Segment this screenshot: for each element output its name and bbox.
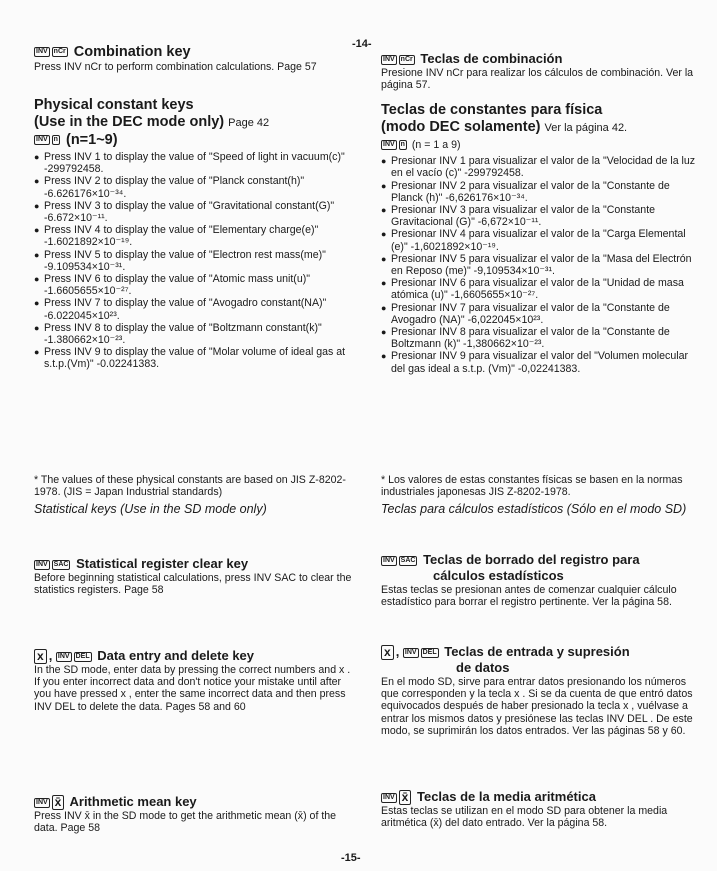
inv-key-icon: INV	[36, 48, 48, 56]
entrada-heading: x , INV DEL Teclas de entrada y supresión	[381, 644, 697, 660]
list-item: ● Press INV 9 to display the value of "Molar volume of ideal gas at s.t.p.(Vm)" -0.02241383.	[34, 346, 356, 370]
mean-heading	[34, 794, 356, 810]
note-text: * The values of these physical constants are based on JIS Z-8202-1978. (JIS = Japan Industrial standards)	[34, 474, 346, 499]
left-physical-section	[34, 97, 356, 371]
entrada-body: En el modo SD, sirve para entrar datos presionando los números que corresponden y la tecla x . Si se da cuenta de que entró datos equivocados después de haber presionado la tecla x , vuélvase a entrar los mismos datos y presiónese las teclas INV DEL . De este modo, se suprimirán los datos entrados. Ver las páginas 58 y 60.	[381, 676, 693, 737]
del-key-icon: DEL	[75, 652, 90, 660]
right-physical-section	[381, 102, 697, 375]
x-key-icon: x	[34, 649, 47, 664]
fisica-list	[381, 155, 697, 375]
fisica-range: (n = 1 a 9)	[411, 139, 461, 151]
list-item: ● Press INV 7 to display the value of "Avogadro constant(NA)" -6.022045×10²³.	[34, 297, 356, 321]
physical-title-2-line	[34, 114, 356, 132]
left-stat-clear-section	[34, 556, 356, 596]
estad-heading: Teclas para cálculos estadísticos (Sólo en el modo SD)	[381, 502, 687, 517]
media-title: Teclas de la media aritmética	[416, 789, 596, 804]
borrado-heading	[381, 552, 697, 568]
borrado-title-1: Teclas de borrado del registro para	[423, 552, 640, 567]
inv-key-icon: INV	[404, 648, 417, 656]
list-item: ● Presionar INV 4 para visualizar el valor de la "Carga Elemental (e)" -1,6021892×10⁻¹⁹.	[381, 228, 697, 252]
left-combination-section	[34, 44, 356, 73]
media-heading	[381, 789, 697, 805]
fisica-title-1: Teclas de constantes para física	[381, 102, 603, 118]
combination-heading	[34, 44, 356, 61]
mean-body: Press INV x̄ in the SD mode to get the arithmetic mean (x̄) of the data. Page 58	[34, 810, 337, 835]
combinacion-body: Presione INV nCr para realizar los cálculos de combinación. Ver la página 57.	[381, 67, 694, 92]
inv-key-icon: INV	[36, 798, 48, 806]
physical-range: (n=1~9)	[65, 132, 118, 148]
physical-title-1: Physical constant keys	[34, 97, 194, 113]
mean-title: Arithmetic mean key	[69, 794, 197, 809]
list-item: ● Press INV 1 to display the value of "Speed of light in vacuum(c)" -299792458.	[34, 151, 356, 175]
ncr-key-icon: nCr	[400, 55, 413, 63]
x-bar-key-icon: x̄	[399, 790, 412, 805]
inv-key-icon: INV	[383, 141, 395, 149]
right-stat-clear-section	[381, 552, 697, 608]
list-item: ● Presionar INV 6 para visualizar el valor de la "Unidad de masa atómica (u)" -1,6605655×10⁻²⁷.	[381, 277, 697, 301]
x-key-icon: x	[381, 645, 394, 660]
n-key-icon: n	[400, 141, 405, 149]
list-item: ● Presionar INV 3 para visualizar el valor de la "Constante Gravitacional (G)" -6,672×10⁻¹¹.	[381, 204, 697, 228]
right-note	[381, 474, 697, 517]
data-entry-heading: x , INV DEL Data entry and delete key	[34, 648, 356, 664]
list-item: ● Presionar INV 2 para visualizar el valor de la "Constante de Planck (h)" -6,626176×10⁻³⁴.	[381, 180, 697, 204]
inv-key-icon: INV	[383, 556, 395, 564]
combinacion-heading	[381, 51, 697, 67]
inv-key-icon: INV	[57, 652, 70, 660]
right-combination-section	[381, 51, 697, 91]
entrada-title-2: de datos	[456, 660, 510, 676]
physical-range-line	[34, 132, 356, 149]
right-data-entry-section	[381, 644, 697, 737]
stat-clear-title: Statistical register clear key	[76, 556, 249, 571]
media-body: Estas teclas se utilizan en el modo SD para obtener la media aritmética (x̄) del dato entrado. Ver la página 58.	[381, 805, 668, 830]
left-note	[34, 474, 356, 517]
inv-key-icon: INV	[383, 55, 395, 63]
list-item: ● Presionar INV 7 para visualizar el valor de la "Constante de Avogadro (NA)" -6,022045×10²³.	[381, 302, 697, 326]
page-number-bottom: -15-	[341, 852, 361, 864]
borrado-title-2: cálculos estadísticos	[433, 568, 564, 583]
physical-list	[34, 151, 356, 371]
inv-key-icon: INV	[36, 560, 48, 568]
list-item: ● Press INV 3 to display the value of "Gravitational constant(G)" -6.672×10⁻¹¹.	[34, 200, 356, 224]
combination-title: Combination key	[73, 44, 191, 60]
combination-body: Press INV nCr to perform combination calculations. Page 57	[34, 61, 317, 73]
list-item: ● Presionar INV 9 para visualizar el valor del "Volumen molecular del gas ideal a s.t.p. (Vm)" -0,02241383.	[381, 350, 697, 374]
list-item: ● Press INV 4 to display the value of "Elementary charge(e)" -1.6021892×10⁻¹⁹.	[34, 224, 356, 248]
list-item: ● Press INV 2 to display the value of "Planck constant(h)" -6.626176×10⁻³⁴.	[34, 175, 356, 199]
list-item: ● Press INV 8 to display the value of "Boltzmann constant(k)" -1.380662×10⁻²³.	[34, 322, 356, 346]
entrada-title-1: Teclas de entrada y supresión	[444, 644, 630, 659]
data-entry-body: In the SD mode, enter data by pressing the correct numbers and x . If you enter incorrect data and don't notice your mistake until after you have pressed x , enter the same incorrect data and then press INV DEL to delete the data. Pages 58 and 60	[34, 664, 351, 713]
list-item: ● Press INV 5 to display the value of "Electron rest mass(me)" -9.109534×10⁻³¹.	[34, 249, 356, 273]
borrado-body: Estas teclas se presionan antes de comenzar cualquier cálculo estadístico para borrar el registro pertinente. Ver la página 58.	[381, 584, 677, 609]
fisica-range-line	[381, 139, 697, 151]
fisica-title-2-line	[381, 119, 697, 137]
combinacion-title: Teclas de combinación	[420, 51, 563, 66]
physical-page-ref: Page 42	[228, 117, 270, 129]
inv-key-icon: INV	[36, 136, 48, 144]
sac-key-icon: SAC	[53, 560, 69, 568]
sac-key-icon: SAC	[400, 556, 416, 564]
stat-clear-heading	[34, 556, 356, 572]
left-mean-section	[34, 794, 356, 834]
inv-key-icon: INV	[383, 793, 395, 801]
x-bar-key-icon: x̄	[52, 795, 65, 810]
stat-clear-body: Before beginning statistical calculations, press INV SAC to clear the statistics registers. Page 58	[34, 572, 352, 597]
nota-text: * Los valores de estas constantes físicas se basen en la normas industriales japonesas JIS Z-8202-1978.	[381, 474, 683, 499]
stat-heading: Statistical keys (Use in the SD mode only)	[34, 502, 267, 517]
list-item: ● Presionar INV 8 para visualizar el valor de la "Constante de Boltzmann (k)" -1,380662×10⁻²³.	[381, 326, 697, 350]
list-item: ● Press INV 6 to display the value of "Atomic mass unit(u)" -1.6605655×10⁻²⁷.	[34, 273, 356, 297]
list-item: ● Presionar INV 1 para visualizar el valor de la "Velocidad de la luz en el vacío (c)" -299792458.	[381, 155, 697, 179]
page-number-top: -14-	[352, 38, 372, 50]
data-entry-title: Data entry and delete key	[97, 648, 255, 663]
fisica-page-ref: Ver la página 42.	[544, 122, 628, 134]
ncr-key-icon: nCr	[53, 48, 66, 56]
fisica-title-2: (modo DEC solamente)	[381, 119, 541, 135]
left-data-entry-section	[34, 648, 356, 713]
n-key-icon: n	[53, 136, 58, 144]
del-key-icon: DEL	[422, 648, 437, 656]
right-mean-section	[381, 789, 697, 829]
physical-title-2: (Use in the DEC mode only)	[34, 114, 225, 130]
list-item: ● Presionar INV 5 para visualizar el valor de la "Masa del Electrón en Reposo (me)" -9,109534×10⁻³¹.	[381, 253, 697, 277]
